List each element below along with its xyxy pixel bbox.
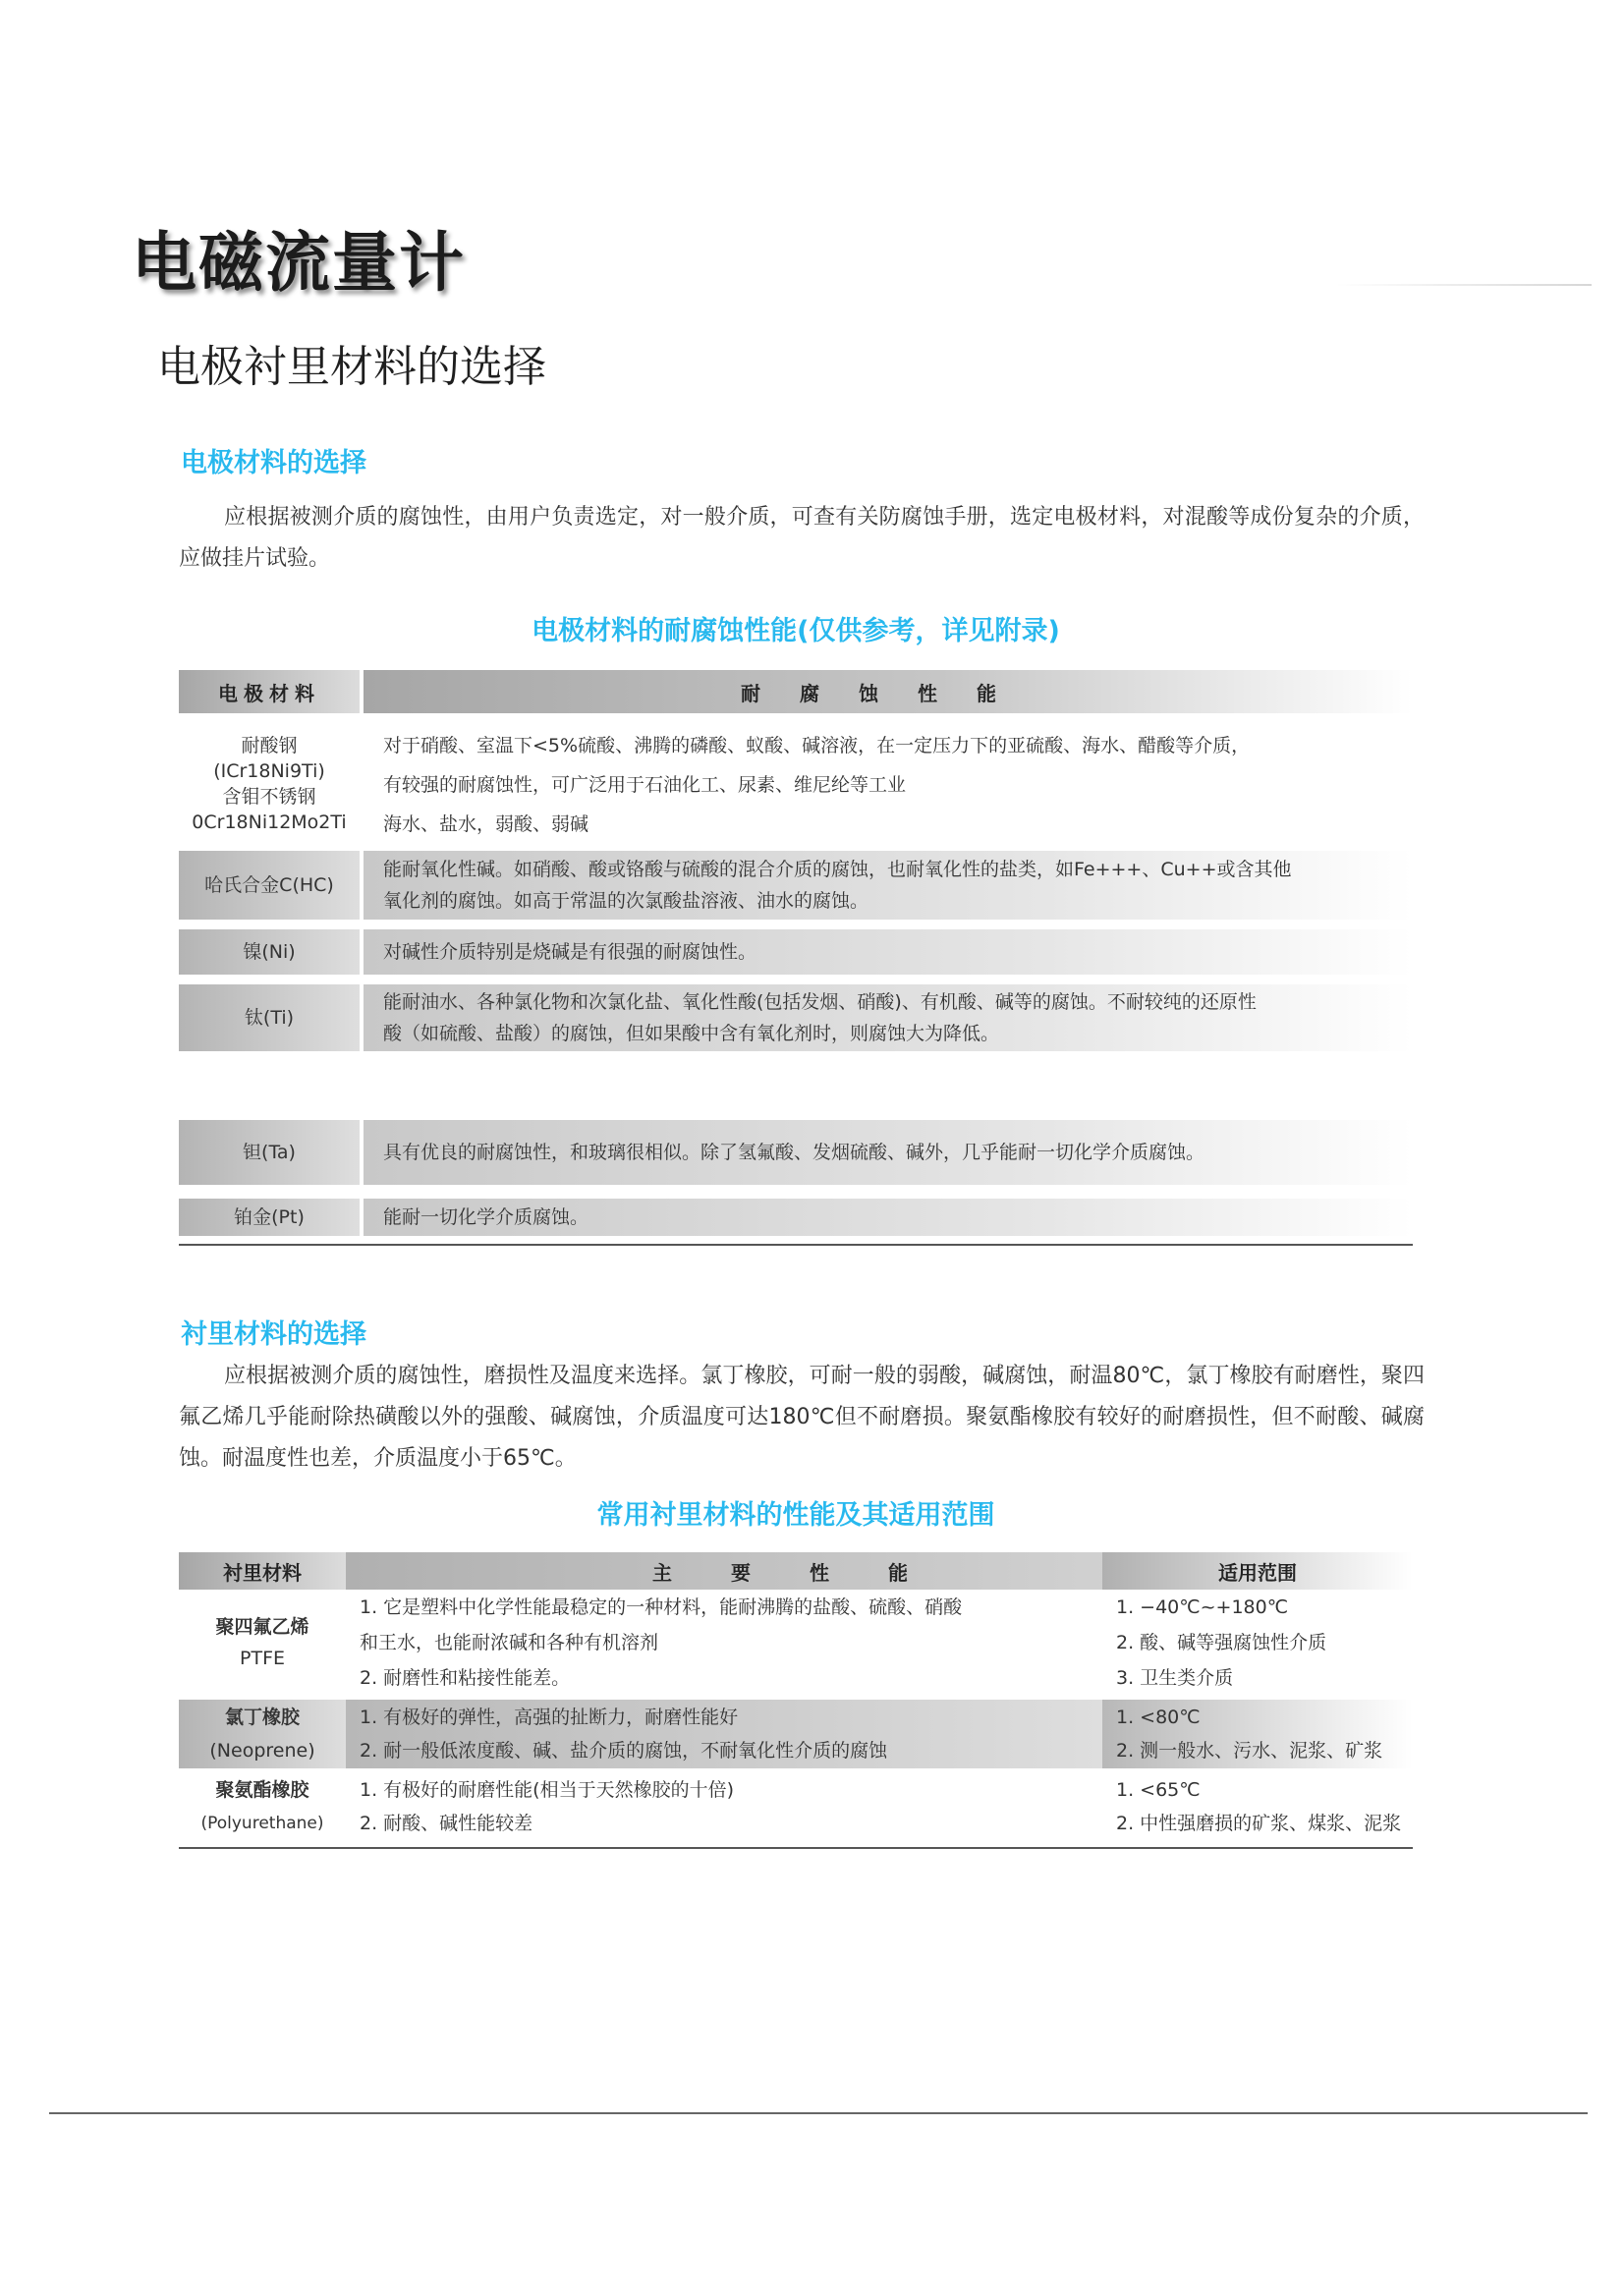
electrode-table-caption: 电极材料的耐腐蚀性能(仅供参考，详见附录) xyxy=(532,616,1060,646)
electrode-table-header-material: 电极材料 xyxy=(179,670,360,713)
row-desc-line: 有较强的耐腐蚀性，可广泛用于石油化工、尿素、维尼纶等工业 xyxy=(383,774,907,796)
row-desc-line: 1. 有极好的弹性，高强的扯断力，耐磨性能好 xyxy=(360,1707,739,1728)
table-row-name xyxy=(179,725,360,843)
row-desc-line: 2. 耐一般低浓度酸、碱、盐介质的腐蚀，不耐氧化性介质的腐蚀 xyxy=(360,1740,888,1762)
row-desc-line: 海水、盐水，弱酸、弱碱 xyxy=(383,813,589,835)
row-name-line: PTFE xyxy=(240,1648,285,1669)
row-desc-line: 和王水，也能耐浓碱和各种有机溶剂 xyxy=(360,1632,659,1653)
table-row-name xyxy=(179,851,360,920)
row-range-line: 1. <65℃ xyxy=(1116,1779,1201,1801)
lining-section-heading: 衬里材料的选择 xyxy=(181,1319,366,1350)
row-name-line: 钽(Ta) xyxy=(243,1142,296,1163)
row-desc-line: 具有优良的耐腐蚀性，和玻璃很相似。除了氢氟酸、发烟硫酸、碱外，几乎能耐一切化学介质腐蚀。 xyxy=(383,1142,1205,1163)
table-row-name xyxy=(179,1700,346,1768)
table-row-range xyxy=(1102,1700,1413,1768)
lining-table-header-material: 衬里材料 xyxy=(179,1552,346,1590)
table-row-desc xyxy=(364,984,1413,1051)
table-row-desc xyxy=(364,1120,1413,1185)
row-desc-line: 1. 它是塑料中化学性能最稳定的一种材料，能耐沸腾的盐酸、硫酸、硝酸 xyxy=(360,1596,963,1618)
table-row-name xyxy=(179,929,360,975)
row-name-line: 耐酸钢 xyxy=(241,735,298,756)
page-footer-rule xyxy=(49,2112,1588,2114)
row-name-line: (Polyurethane) xyxy=(200,1814,324,1833)
row-name-line: 氯丁橡胶 xyxy=(224,1707,300,1728)
table-row-desc xyxy=(346,1700,1102,1768)
electrode-paragraph: 应根据被测介质的腐蚀性，由用户负责选定，对一般介质，可查有关防腐蚀手册，选定电极材料，对混酸等成份复杂的介质，应做挂片试验。 xyxy=(179,505,1425,571)
row-range-line: 2. 酸、碱等强腐蚀性介质 xyxy=(1116,1632,1327,1653)
electrode-table-header-corrosion: 耐腐蚀性能 xyxy=(364,670,1413,713)
lining-paragraph: 应根据被测介质的腐蚀性，磨损性及温度来选择。氯丁橡胶，可耐一般的弱酸，碱腐蚀，耐温80℃，氯丁橡胶有耐磨性，聚四氟乙烯几乎能耐除热磺酸以外的强酸、碱腐蚀，介质温度可达180℃但不耐磨损。聚氨酯橡胶有较好的耐磨损性，但不耐酸、碱腐蚀。耐温度性也差，介质温度小于65℃。 xyxy=(179,1364,1425,1471)
electrode-material-table xyxy=(179,670,1413,1250)
row-name-line: 含钼不锈钢 xyxy=(222,786,316,808)
row-range-line: 2. 测一般水、污水、泥浆、矿浆 xyxy=(1116,1740,1383,1762)
row-name-line: 聚氨酯橡胶 xyxy=(215,1779,309,1801)
table-bottom-rule xyxy=(179,1847,1413,1849)
row-desc-line: 能耐一切化学介质腐蚀。 xyxy=(383,1206,589,1228)
row-name-line: 聚四氟乙烯 xyxy=(215,1616,309,1638)
table-row-name xyxy=(179,1199,360,1236)
table-row-desc xyxy=(364,929,1413,975)
row-range-line: 2. 中性强磨损的矿浆、煤浆、泥浆 xyxy=(1116,1813,1402,1834)
table-bottom-rule xyxy=(179,1244,1413,1246)
table-row-desc xyxy=(346,1772,1102,1841)
row-range-line: 3. 卫生类介质 xyxy=(1116,1667,1234,1689)
table-row-range xyxy=(1102,1772,1413,1841)
row-desc-line: 1. 有极好的耐磨性能(相当于天然橡胶的十倍) xyxy=(360,1779,734,1801)
row-desc-line: 对于硝酸、室温下<5%硫酸、沸腾的磷酸、蚁酸、碱溶液，在一定压力下的亚硫酸、海水、醋酸等介质， xyxy=(383,735,1251,756)
row-name-line: 铂金(Pt) xyxy=(234,1206,305,1228)
row-desc-line: 酸（如硫酸、盐酸）的腐蚀，但如果酸中含有氧化剂时，则腐蚀大为降低。 xyxy=(383,1023,1000,1044)
lining-table-header-range: 适用范围 xyxy=(1102,1552,1413,1590)
row-range-line: 1. <80℃ xyxy=(1116,1707,1201,1728)
row-name-line: (Neoprene) xyxy=(209,1740,315,1762)
lining-material-table xyxy=(179,1552,1413,1853)
page-subtitle: 电极衬里材料的选择 xyxy=(157,342,546,392)
electrode-section-heading: 电极材料的选择 xyxy=(181,448,366,478)
table-row-name xyxy=(179,1772,346,1841)
row-desc-line: 2. 耐磨性和粘接性能差。 xyxy=(360,1667,571,1689)
row-range-line: 1. −40℃~+180℃ xyxy=(1116,1596,1289,1618)
row-desc-line: 对碱性介质特别是烧碱是有很强的耐腐蚀性。 xyxy=(383,941,757,963)
table-row-name xyxy=(179,1594,346,1692)
table-row-desc xyxy=(358,1594,1085,1692)
lining-table-header-properties: 主要性能 xyxy=(346,1552,1273,1590)
row-name-line: (ICr18Ni9Ti) xyxy=(213,760,325,782)
lining-table-caption: 常用衬里材料的性能及其适用范围 xyxy=(596,1500,995,1531)
row-desc-line: 能耐氧化性碱。如硝酸、酸或铬酸与硫酸的混合介质的腐蚀，也耐氧化性的盐类，如Fe+++、Cu++或含其他 xyxy=(383,859,1292,880)
table-row-desc xyxy=(364,1199,1413,1236)
table-row-name xyxy=(179,984,360,1051)
row-desc-line: 氧化剂的腐蚀。如高于常温的次氯酸盐溶液、油水的腐蚀。 xyxy=(383,890,869,912)
row-desc-line: 2. 耐酸、碱性能较差 xyxy=(360,1813,533,1834)
row-name-line: 钛(Ti) xyxy=(244,1007,295,1029)
row-desc-line: 能耐油水、各种氯化物和次氯化盐、氧化性酸(包括发烟、硝酸)、有机酸、碱等的腐蚀。不耐较纯的还原性 xyxy=(383,991,1257,1013)
row-name-line: 哈氏合金C(HC) xyxy=(204,874,334,896)
row-name-line: 镍(Ni) xyxy=(243,941,296,963)
table-row-name xyxy=(179,1120,360,1185)
table-row-desc xyxy=(364,851,1413,920)
title-divider xyxy=(1336,284,1592,286)
page-title: 电磁流量计 xyxy=(132,225,466,301)
row-name-line: 0Cr18Ni12Mo2Ti xyxy=(192,812,347,833)
table-row-desc xyxy=(364,727,1413,843)
table-row-range xyxy=(1110,1594,1413,1692)
